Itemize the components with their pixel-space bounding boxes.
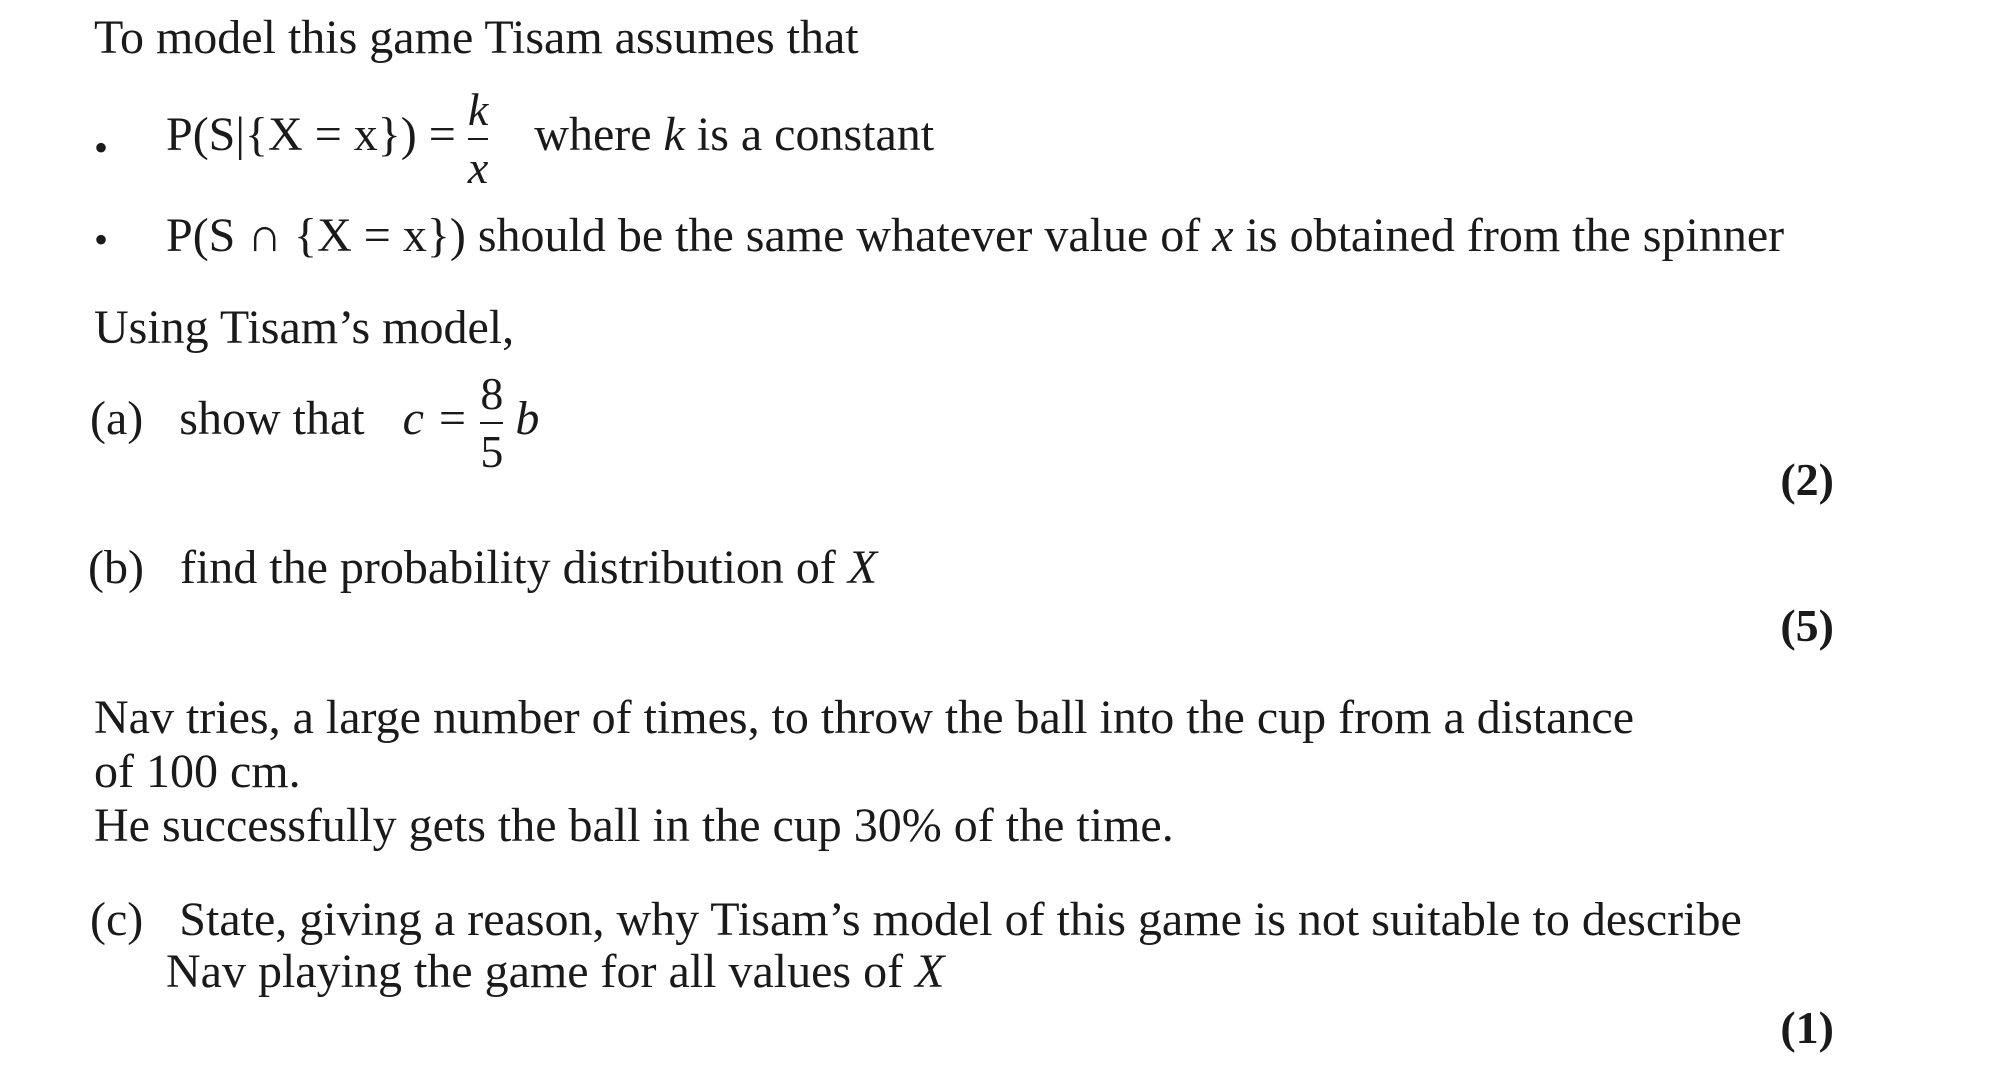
assumption-1	[166, 84, 934, 194]
part-c-text-2: Nav playing the game for all values of	[166, 945, 916, 998]
fraction-numerator: 8	[480, 368, 504, 419]
nav-line-1: Nav tries, a large number of times, to throw the ball into the cup from a distance	[94, 691, 1635, 744]
part-c-marks: (1)	[1780, 1002, 1834, 1053]
part-c-text-1: State, giving a reason, why Tisam’s model of this game is not suitable to describe	[179, 893, 1742, 946]
nav-line-2: of 100 cm.	[94, 745, 301, 798]
part-b-marks: (5)	[1780, 600, 1834, 651]
part-a-fraction	[480, 368, 503, 478]
part-b-var: X	[847, 541, 878, 594]
assumption-2	[166, 208, 1784, 264]
bullet-1: •	[94, 125, 109, 170]
part-b-text: find the probability distribution of	[179, 541, 848, 594]
part-a-expr-rhs: b	[515, 392, 540, 446]
part-b-label: (b)	[88, 541, 144, 594]
assumption-1-rest-pre: where	[534, 108, 664, 162]
assumption-1-rest-post: is a constant	[684, 108, 935, 162]
part-c-var: X	[915, 945, 945, 998]
nav-line-3: He successfully gets the ball in the cup 30% of the time.	[94, 799, 1174, 852]
fraction-numerator: k	[467, 84, 489, 135]
part-a	[90, 368, 539, 478]
part-a-text: show that	[179, 392, 365, 446]
intro-text: To model this game Tisam assumes that	[94, 11, 859, 64]
part-c-line-1	[90, 892, 1742, 948]
assumption-2-var: x	[1212, 209, 1234, 262]
part-a-expr-lhs: c =	[402, 392, 469, 446]
fraction-bar	[468, 138, 488, 140]
part-b	[88, 540, 877, 596]
part-a-label: (a)	[90, 392, 144, 446]
part-c-label: (c)	[90, 893, 144, 946]
using-model-text: Using Tisam’s model,	[94, 301, 515, 354]
bullet-2: •	[94, 217, 109, 262]
fraction-denominator: x	[467, 142, 489, 193]
assumption-2-post: is obtained from the spinner	[1233, 209, 1785, 262]
assumption-1-fraction	[468, 84, 488, 194]
fraction-bar	[480, 422, 503, 424]
fraction-denominator: 5	[480, 426, 504, 477]
assumption-1-lhs: P(S|{X = x}) =	[166, 108, 456, 162]
assumption-2-pre: P(S ∩ {X = x}) should be the same whatever value of	[166, 209, 1213, 262]
part-c-line-2	[166, 944, 944, 1000]
assumption-1-var: k	[663, 108, 685, 162]
part-a-marks: (2)	[1780, 454, 1834, 505]
